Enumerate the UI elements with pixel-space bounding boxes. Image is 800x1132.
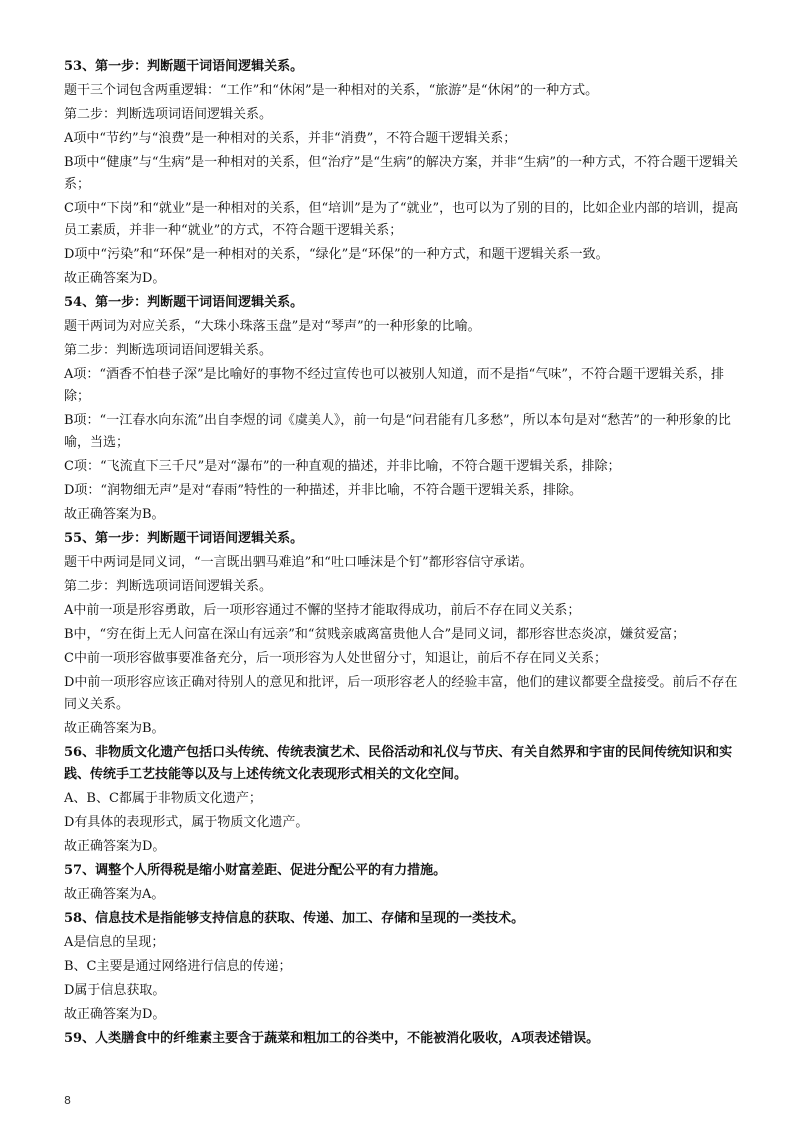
paragraph-line: B项中“健康”与“生病”是一种相对的关系，但“治疗”是“生病”的解决方案，并非“生病”的一种方式，不符合题干逻辑关系；: [64, 155, 739, 192]
paragraph-line: 故正确答案为B。: [64, 721, 165, 736]
paragraph-line: 故正确答案为A。: [64, 887, 165, 902]
paragraph-line: C项中“下岗”和“就业”是一种相对的关系，但“培训”是为了“就业”，也可以为了别的目的，比如企业内部的培训，提高员工素质，并非一种“就业”的方式，不符合题干逻辑关系；: [64, 201, 739, 238]
paragraph-line: B项：“一江春水向东流”出自李煜的词《虞美人》，前一句是“问君能有几多愁”，所以本句是对“愁苦”的一种形象的比喻，当选；: [64, 413, 731, 450]
question-heading: 53、第一步：判断题干词语间逻辑关系。: [64, 59, 304, 74]
question-heading: 58、信息技术是指能够支持信息的获取、传递、加工、存储和呈现的一类技术。: [64, 911, 525, 926]
paragraph-line: 题干中两词是同义词，“一言既出驷马难追”和“吐口唾沫是个钉”都形容信守承诺。: [64, 555, 533, 570]
paragraph-line: C项：“飞流直下三千尺”是对“瀑布”的一种直观的描述，并非比喻，不符合题干逻辑关系，排除；: [64, 459, 621, 474]
paragraph-line: D中前一项形容应该正确对待别人的意见和批评，后一项形容老人的经验丰富，他们的建议都要全盘接受。前后不存在同义关系。: [64, 675, 738, 712]
question-heading: 56、非物质文化遗产包括口头传统、传统表演艺术、民俗活动和礼仪与节庆、有关自然界和宇宙的民间传统知识和实践、传统手工艺技能等以及与上述传统文化表现形式相关的文化空间。: [64, 745, 733, 782]
paragraph-line: D项：“润物细无声”是对“春雨”特性的一种描述，并非比喻，不符合题干逻辑关系，排除。: [64, 483, 583, 498]
paragraph-line: D有具体的表现形式，属于物质文化遗产。: [64, 815, 309, 830]
paragraph-line: 题干三个词包含两重逻辑：“工作”和“休闲”是一种相对的关系，“旅游”是“休闲”的一种方式。: [64, 83, 599, 98]
paragraph-line: A是信息的呈现；: [64, 935, 165, 950]
question-heading: 57、调整个人所得税是缩小财富差距、促进分配公平的有力措施。: [64, 863, 447, 878]
paragraph-line: C中前一项形容做事要准备充分，后一项形容为人处世留分寸，知退让，前后不存在同义关系；: [64, 651, 607, 666]
page-number: 8: [64, 1094, 71, 1107]
paragraph-line: A项：“酒香不怕巷子深”是比喻好的事物不经过宣传也可以被别人知道，而不是指“气味”，不符合题干逻辑关系，排除；: [64, 367, 724, 404]
paragraph-line: 故正确答案为B。: [64, 507, 165, 522]
paragraph-line: B中，“穷在街上无人问富在深山有远亲”和“贫贱亲戚离富贵他人合”是同义词，都形容世态炎凉，嫌贫爱富；: [64, 627, 686, 642]
paragraph-line: B、C主要是通过网络进行信息的传递；: [64, 959, 292, 974]
paragraph-line: D项中“污染”和“环保”是一种相对的关系，“绿化”是“环保”的一种方式，和题干逻辑关系一致。: [64, 247, 609, 262]
paragraph-line: 故正确答案为D。: [64, 839, 166, 854]
document-body: [64, 56, 746, 1052]
paragraph-line: 第二步：判断选项词语间逻辑关系。: [64, 579, 273, 594]
paragraph-line: 故正确答案为D。: [64, 271, 166, 286]
paragraph-line: A项中“节约”与“浪费”是一种相对的关系，并非“消费”，不符合题干逻辑关系；: [64, 131, 517, 146]
paragraph-line: 题干两词为对应关系，“大珠小珠落玉盘”是对“琴声”的一种形象的比喻。: [64, 319, 481, 334]
paragraph-line: A中前一项是形容勇敢，后一项形容通过不懈的坚持才能取得成功，前后不存在同义关系；: [64, 603, 581, 618]
paragraph-line: 第二步：判断选项词语间逻辑关系。: [64, 343, 273, 358]
paragraph-line: D属于信息获取。: [64, 983, 166, 998]
paragraph-line: A、B、C都属于非物质文化遗产；: [64, 791, 262, 806]
paragraph-line: 故正确答案为D。: [64, 1007, 166, 1022]
paragraph-line: 第二步：判断选项词语间逻辑关系。: [64, 107, 273, 122]
question-heading: 55、第一步：判断题干词语间逻辑关系。: [64, 531, 304, 546]
question-heading: 54、第一步：判断题干词语间逻辑关系。: [64, 295, 304, 310]
question-heading: 59、人类膳食中的纤维素主要含于蔬菜和粗加工的谷类中，不能被消化吸收，A项表述错误。: [64, 1031, 600, 1046]
